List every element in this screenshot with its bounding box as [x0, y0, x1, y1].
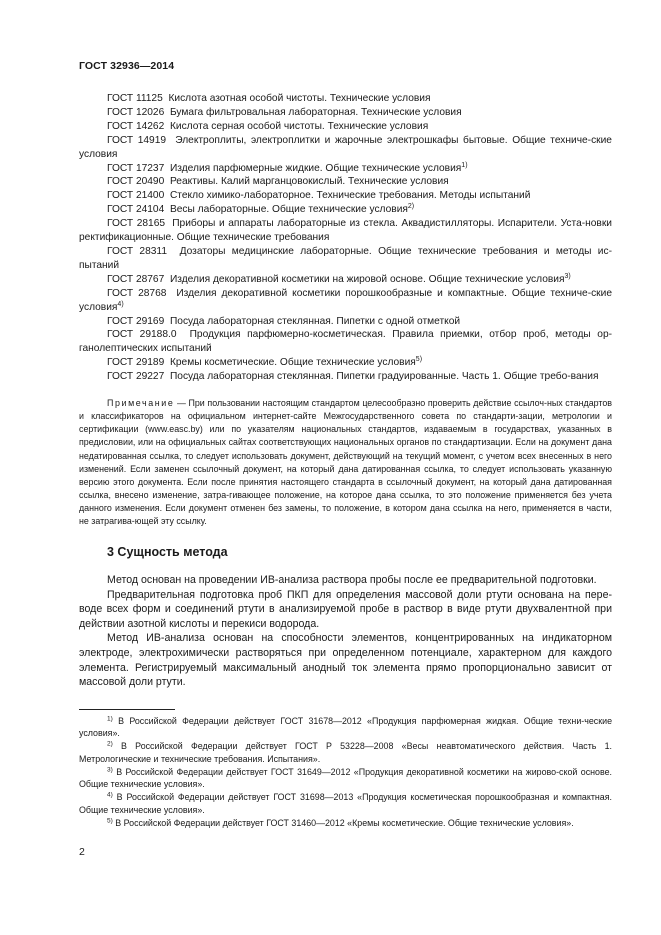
note-paragraph [79, 397, 612, 529]
footnote: $^{1)}$ В Российской Федерации действует ГОСТ 31678—2012 «Продукция парфюмерная жидкая. Общие техни-ческие условия». [79, 715, 613, 739]
section-body [79, 573, 612, 690]
reference-item: ГОСТ 29227 Посуда лабораторная стеклянная. Пипетки градуированные. Часть 1. Общие требо-вания [107, 371, 599, 383]
reference-item: ГОСТ 28165 Приборы и аппараты лабораторные из стекла. Аквадистилляторы. Испарители. Уста-новки ректификационные. Общие технические требования [79, 218, 612, 244]
reference-item: ГОСТ 28768 Изделия декоративной косметики порошкообразные и компактные. Общие техниче-ские условия$^{4)}$ [79, 287, 612, 313]
body-paragraph: Предварительная подготовка проб ПКП для определения массовой доли ртути основана на пере-воде всех форм и соединений ртути в анализируемой пробе в раствор в виде ртути двухвалентной при действии азотной кислоты и перекиси водорода. [79, 588, 612, 630]
page-number: 2 [79, 846, 85, 858]
reference-item: ГОСТ 11125 Кислота азотная особой чистоты. Технические условия [107, 93, 431, 104]
normative-references-list [79, 92, 612, 384]
section-title: 3 Сущность метода [107, 545, 228, 559]
note-label: Примечание [107, 398, 175, 408]
footnote-ref: 5) [415, 356, 423, 364]
reference-item: ГОСТ 24104 Весы лабораторные. Общие технические условия$^{2)}$ [107, 203, 415, 216]
reference-item: ГОСТ 14262 Кислота серная особой чистоты. Технические условия [107, 120, 429, 132]
footnote: $^{4)}$ В Российской Федерации действует ГОСТ 31698—2013 «Продукция косметическая порошкообразная и компактная. Общие технические условия». [79, 791, 612, 815]
reference-item: ГОСТ 14919 Электроплиты, электроплитки и жарочные электрошкафы бытовые. Общие техниче-ские условия [79, 134, 612, 160]
footnotes [79, 715, 612, 830]
footnote-ref: 3) [564, 272, 571, 280]
body-paragraph: Метод основан на проведении ИВ-анализа раствора пробы после ее предварительной подготовки. [107, 574, 597, 586]
document-header: ГОСТ 32936—2014 [79, 60, 175, 72]
body-paragraph: Метод ИВ-анализа основан на способности элементов, концентрированных на индикаторном электроде, электрохимически растворяться при определенном потенциале, характерном для каждого элемента. Регистрируемый максимальный анодный ток элемента прямо пропорционально зависит от массовой доли ртути. [79, 632, 612, 689]
footnote: $^{3)}$ В Российской Федерации действует ГОСТ 31649—2012 «Продукция декоративной косметики на жирово-ской основе. Общие технические условия». [79, 766, 613, 790]
reference-item: ГОСТ 29188.0 Продукция парфюмерно-косметическая. Правила приемки, отбор проб, методы ор-ганолептических испытаний [79, 329, 612, 355]
footnote-ref: 2) [407, 203, 415, 211]
reference-item: ГОСТ 28311 Дозаторы медицинские лабораторные. Общие технические требования и методы ис-пытаний [79, 245, 612, 271]
reference-item: ГОСТ 29189 Кремы косметические. Общие технические условия$^{5)}$ [107, 356, 423, 369]
footnote-divider [79, 709, 175, 710]
footnote: $^{5)}$ В Российской Федерации действует ГОСТ 31460—2012 «Кремы косметические. Общие технические условия». [107, 817, 574, 828]
reference-item: ГОСТ 20490 Реактивы. Калий марганцовокислый. Технические условия [107, 176, 449, 188]
reference-item: ГОСТ 21400 Стекло химико-лабораторное. Технические требования. Методы испытаний [107, 190, 531, 202]
reference-item: ГОСТ 29169 Посуда лабораторная стеклянная. Пипетки с одной отметкой [107, 315, 461, 327]
reference-item: ГОСТ 12026 Бумага фильтровальная лабораторная. Технические условия [107, 106, 462, 118]
footnote: $^{2)}$ В Российской Федерации действует ГОСТ Р 53228—2008 «Весы неавтоматического действия. Часть 1. Метрологические и технические требования. Испытания». [79, 740, 613, 764]
footnote-ref: 4) [117, 300, 124, 308]
reference-item: ГОСТ 28767 Изделия декоративной косметики на жировой основе. Общие технические условия$^{3)}$ [107, 272, 571, 285]
note-text: — При пользовании настоящим стандартом целесообразно проверить действие ссылоч-ных стандартов и классификаторов на официальном интернет-сайте Межгосударственного совета по стандарти-зации, метрологии и сертификации (www.easc.by) или по указателям национальных стандартов, издаваемым в государствах, указанных в предисловии, или на официальных сайтах соответствующих национальных органов по стандартизации. Если на документ дана недатированная ссылка, то следует использовать документ, действующий на текущий момент, с учетом всех внесенных в него изменений. Если заменен ссылочный документ, на который дана датированная ссылка, то следует использовать указанную версию этого документа. Если после принятия настоящего стандарта в ссылочный документ, на который дана датированная ссылка, внесено изменение, затра-гивающее положение, на которое дана ссылка, то это положение применяется без учета данного изменения. Если документ отменен без замены, то положение, в котором дана ссылка на него, применяется в части, не затрагива-ющей эту ссылку. [79, 398, 612, 527]
reference-item: ГОСТ 17237 Изделия парфюмерные жидкие. Общие технические условия$^{1)}$ [107, 161, 468, 174]
footnote-ref: 1) [461, 161, 468, 169]
